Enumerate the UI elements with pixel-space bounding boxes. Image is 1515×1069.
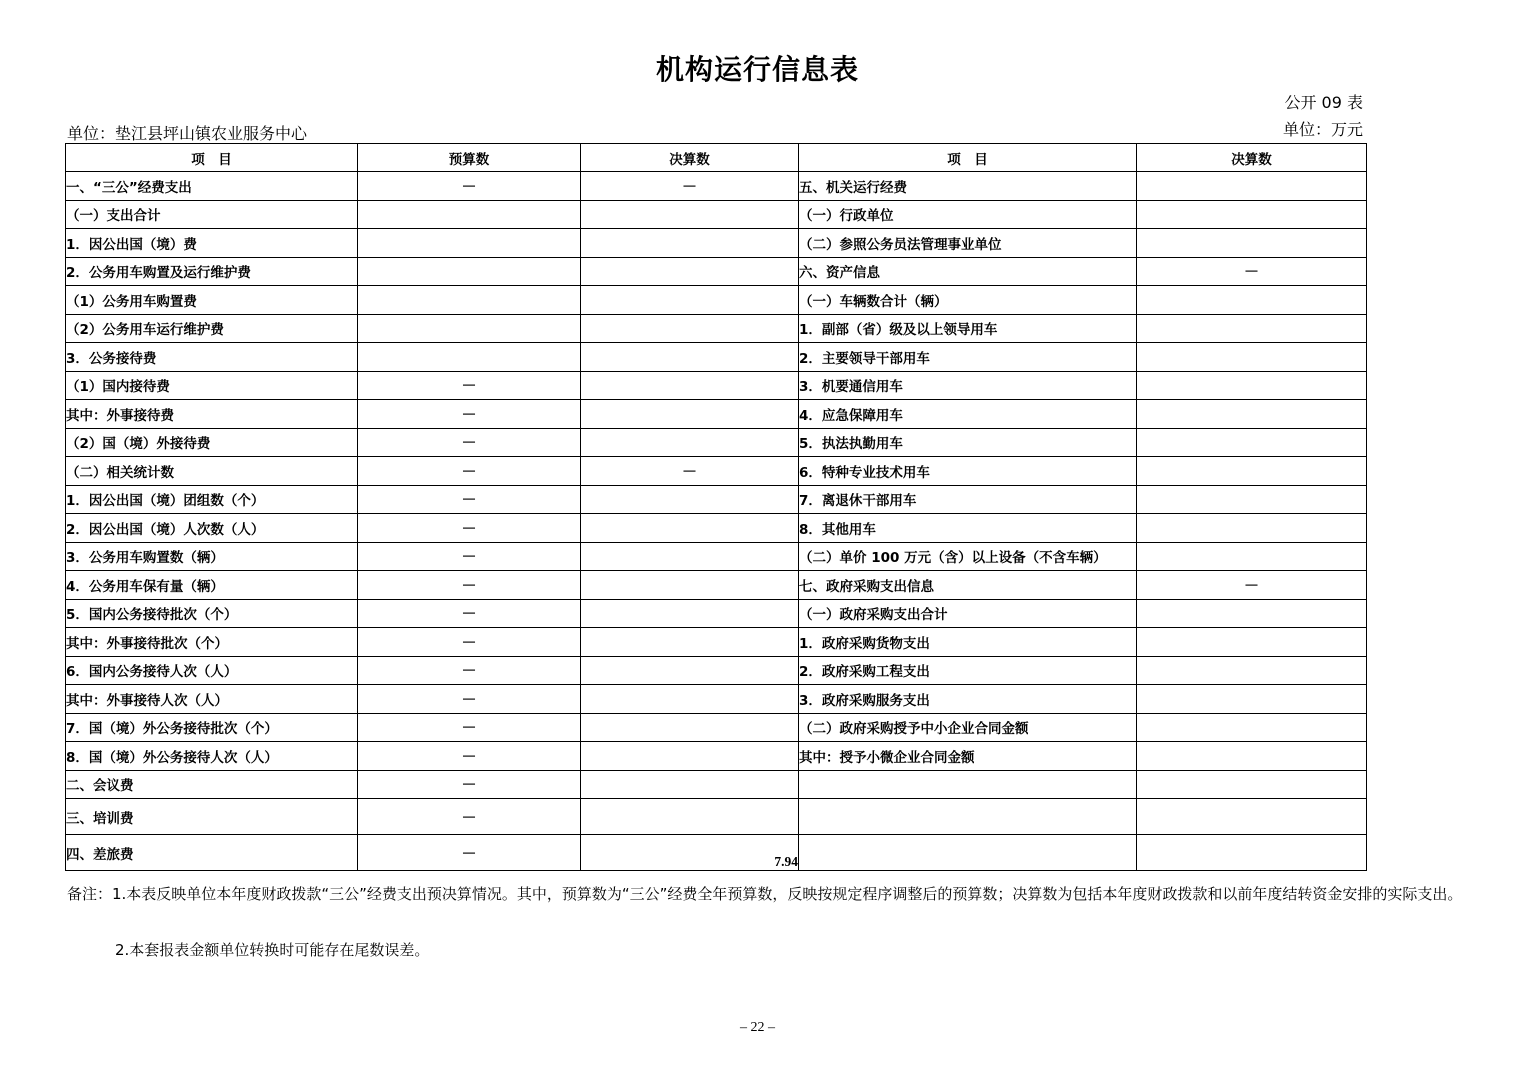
note-2: 2.本套报表金额单位转换时可能存在尾数误差。: [115, 941, 430, 959]
right-item-cell: （二）政府采购授予中小企业合同金额: [799, 713, 1137, 742]
table-row: [66, 685, 1367, 714]
header-budget: 预算数: [358, 144, 581, 172]
final-cell: [581, 400, 799, 429]
budget-cell: [358, 200, 581, 229]
final-cell: [581, 656, 799, 685]
table-row: [66, 428, 1367, 457]
table-row: [66, 257, 1367, 286]
right-item-cell: 1．政府采购货物支出: [799, 628, 1137, 657]
right-item-cell: 其中：授予小微企业合同金额: [799, 742, 1137, 771]
final-cell: [581, 286, 799, 315]
left-item-cell: 6．国内公务接待人次（人）: [66, 656, 358, 685]
header-final-right: 决算数: [1137, 144, 1367, 172]
budget-cell: —: [358, 742, 581, 771]
final-cell: [581, 799, 799, 835]
final-cell: [581, 514, 799, 543]
right-item-cell: 六、资产信息: [799, 257, 1137, 286]
right-item-cell: 4．应急保障用车: [799, 400, 1137, 429]
table-row: [66, 343, 1367, 372]
left-item-cell: 四、差旅费: [66, 835, 358, 871]
header-item: 项 目: [66, 144, 358, 172]
right-final-cell: [1137, 685, 1367, 714]
left-item-cell: 其中：外事接待批次（个）: [66, 628, 358, 657]
left-item-cell: （一）支出合计: [66, 200, 358, 229]
right-item-cell: 3．政府采购服务支出: [799, 685, 1137, 714]
final-cell: —: [581, 172, 799, 201]
left-item-cell: 4．公务用车保有量（辆）: [66, 571, 358, 600]
table-row: [66, 286, 1367, 315]
right-final-cell: [1137, 770, 1367, 799]
final-cell: [581, 257, 799, 286]
table-row: [66, 742, 1367, 771]
budget-cell: [358, 286, 581, 315]
table-row: [66, 200, 1367, 229]
table-row: [66, 400, 1367, 429]
final-cell: [581, 314, 799, 343]
budget-cell: —: [358, 371, 581, 400]
table-row: [66, 542, 1367, 571]
left-item-cell: 5．国内公务接待批次（个）: [66, 599, 358, 628]
right-final-cell: [1137, 314, 1367, 343]
table-row: [66, 457, 1367, 486]
final-cell: [581, 542, 799, 571]
note-1: 备注：1.本表反映单位本年度财政拨款“三公”经费支出预决算情况。其中，预算数为“三公”经费全年预算数，反映按规定程序调整后的预算数；决算数为包括本年度财政拨款和以前年度结转资金安排的实际支出。: [67, 885, 1463, 903]
left-item-cell: 一、“三公”经费支出: [66, 172, 358, 201]
right-final-cell: [1137, 835, 1367, 871]
right-item-cell: 2．政府采购工程支出: [799, 656, 1137, 685]
table-row: [66, 835, 1367, 871]
table-row: [66, 229, 1367, 258]
final-cell: [581, 713, 799, 742]
budget-cell: —: [358, 428, 581, 457]
budget-cell: —: [358, 713, 581, 742]
right-final-cell: [1137, 799, 1367, 835]
left-item-cell: （2）公务用车运行维护费: [66, 314, 358, 343]
final-cell: [581, 229, 799, 258]
table-row: [66, 514, 1367, 543]
table-row: [66, 599, 1367, 628]
left-item-cell: （1）公务用车购置费: [66, 286, 358, 315]
final-cell: [581, 428, 799, 457]
right-item-cell: [799, 770, 1137, 799]
budget-cell: —: [358, 400, 581, 429]
final-cell: [581, 485, 799, 514]
left-item-cell: 8．国（境）外公务接待人次（人）: [66, 742, 358, 771]
right-final-cell: [1137, 656, 1367, 685]
right-final-cell: [1137, 428, 1367, 457]
right-item-cell: （一）车辆数合计（辆）: [799, 286, 1137, 315]
budget-cell: —: [358, 571, 581, 600]
left-item-cell: 1．因公出国（境）费: [66, 229, 358, 258]
right-item-cell: 8．其他用车: [799, 514, 1137, 543]
final-cell: [581, 742, 799, 771]
right-final-cell: [1137, 400, 1367, 429]
budget-cell: —: [358, 656, 581, 685]
right-final-cell: [1137, 172, 1367, 201]
right-final-cell: [1137, 343, 1367, 372]
right-item-cell: 3．机要通信用车: [799, 371, 1137, 400]
budget-cell: —: [358, 770, 581, 799]
right-final-cell: [1137, 742, 1367, 771]
right-item-cell: [799, 835, 1137, 871]
final-cell: [581, 599, 799, 628]
budget-cell: [358, 229, 581, 258]
final-cell: [581, 343, 799, 372]
budget-cell: [358, 343, 581, 372]
final-cell: [581, 571, 799, 600]
left-item-cell: 3．公务用车购置数（辆）: [66, 542, 358, 571]
right-final-cell: [1137, 200, 1367, 229]
right-item-cell: 五、机关运行经费: [799, 172, 1137, 201]
budget-cell: —: [358, 628, 581, 657]
budget-cell: [358, 314, 581, 343]
table-row: [66, 799, 1367, 835]
table-row: [66, 371, 1367, 400]
budget-cell: —: [358, 542, 581, 571]
right-final-cell: [1137, 514, 1367, 543]
right-final-cell: —: [1137, 571, 1367, 600]
table-row: [66, 628, 1367, 657]
right-item-cell: [799, 799, 1137, 835]
table-row: [66, 172, 1367, 201]
right-item-cell: 5．执法执勤用车: [799, 428, 1137, 457]
table-number: 公开 09 表: [1284, 93, 1363, 112]
left-item-cell: （1）国内接待费: [66, 371, 358, 400]
right-final-cell: [1137, 286, 1367, 315]
right-final-cell: [1137, 542, 1367, 571]
left-item-cell: 二、会议费: [66, 770, 358, 799]
right-item-cell: 2．主要领导干部用车: [799, 343, 1137, 372]
budget-cell: —: [358, 485, 581, 514]
final-cell: 7.94: [581, 835, 799, 871]
right-final-cell: [1137, 485, 1367, 514]
right-item-cell: 七、政府采购支出信息: [799, 571, 1137, 600]
right-item-cell: （一）行政单位: [799, 200, 1137, 229]
final-cell: [581, 685, 799, 714]
budget-cell: —: [358, 514, 581, 543]
budget-cell: —: [358, 835, 581, 871]
right-item-cell: 1．副部（省）级及以上领导用车: [799, 314, 1137, 343]
organization-unit: 单位：垫江县坪山镇农业服务中心: [67, 124, 308, 143]
budget-cell: —: [358, 685, 581, 714]
right-item-cell: （二）参照公务员法管理事业单位: [799, 229, 1137, 258]
final-cell: [581, 628, 799, 657]
final-cell: [581, 770, 799, 799]
left-item-cell: 7．国（境）外公务接待批次（个）: [66, 713, 358, 742]
table-row: [66, 770, 1367, 799]
right-final-cell: [1137, 371, 1367, 400]
left-item-cell: 三、培训费: [66, 799, 358, 835]
table-header-row: [66, 144, 1367, 172]
right-final-cell: [1137, 457, 1367, 486]
left-item-cell: 3．公务接待费: [66, 343, 358, 372]
right-item-cell: （二）单价 100 万元（含）以上设备（不含车辆）: [799, 542, 1137, 571]
final-cell: [581, 371, 799, 400]
right-item-cell: （一）政府采购支出合计: [799, 599, 1137, 628]
table-row: [66, 485, 1367, 514]
operation-info-table: [65, 143, 1367, 871]
page-title: 机构运行信息表: [655, 53, 859, 86]
left-item-cell: （二）相关统计数: [66, 457, 358, 486]
currency-unit: 单位：万元: [1282, 120, 1363, 139]
budget-cell: —: [358, 457, 581, 486]
header-final: 决算数: [581, 144, 799, 172]
right-final-cell: [1137, 628, 1367, 657]
header-item-right: 项 目: [799, 144, 1137, 172]
table-row: [66, 314, 1367, 343]
left-item-cell: 1．因公出国（境）团组数（个）: [66, 485, 358, 514]
budget-cell: —: [358, 172, 581, 201]
right-final-cell: [1137, 599, 1367, 628]
budget-cell: —: [358, 799, 581, 835]
left-item-cell: 2．公务用车购置及运行维护费: [66, 257, 358, 286]
table-row: [66, 571, 1367, 600]
left-item-cell: 其中：外事接待人次（人）: [66, 685, 358, 714]
budget-cell: [358, 257, 581, 286]
table-row: [66, 713, 1367, 742]
table-row: [66, 656, 1367, 685]
left-item-cell: 其中：外事接待费: [66, 400, 358, 429]
right-final-cell: [1137, 229, 1367, 258]
left-item-cell: （2）国（境）外接待费: [66, 428, 358, 457]
right-item-cell: 6．特种专业技术用车: [799, 457, 1137, 486]
budget-cell: —: [358, 599, 581, 628]
right-item-cell: 7．离退休干部用车: [799, 485, 1137, 514]
right-final-cell: [1137, 713, 1367, 742]
right-final-cell: —: [1137, 257, 1367, 286]
final-cell: —: [581, 457, 799, 486]
final-cell: [581, 200, 799, 229]
left-item-cell: 2．因公出国（境）人次数（人）: [66, 514, 358, 543]
page-number: – 22 –: [740, 1020, 775, 1035]
